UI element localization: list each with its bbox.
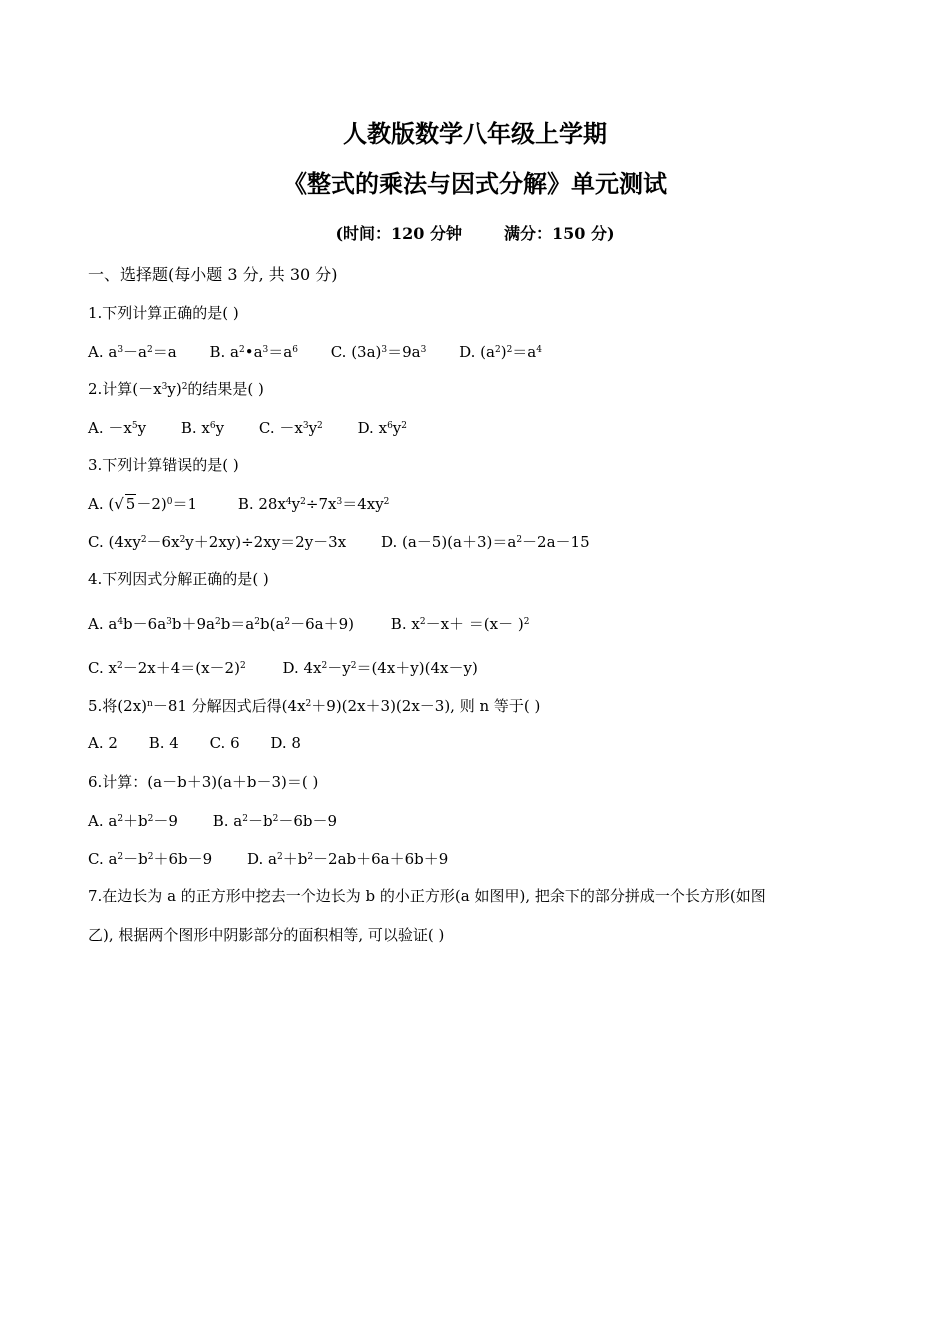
option-a: A. $a^4b-6a^3b+9a^2b=a^2b(a^2-6a+9)$ xyxy=(88,615,355,633)
question-4-stem: 4.下列因式分解正确的是( ) xyxy=(88,570,269,588)
question-3-options-row2 xyxy=(88,531,590,552)
option-d: D. $(a-5)(a+3)=a^2-2a-15$ xyxy=(380,533,590,551)
question-6-options-row2 xyxy=(88,848,448,869)
sqrt-icon: √ xyxy=(114,495,124,513)
question-6-stem: 6.计算：(a－b＋3)(a＋b－3)＝( ) xyxy=(88,773,319,791)
section-heading: 一、选择题(每小题 3 分, 共 30 分) xyxy=(88,265,338,284)
question-7-stem-line1: 7.在边长为 a 的正方形中挖去一个边长为 b 的小正方形(a 如图甲), 把余下的部分拼成一个长方形(如图 xyxy=(88,887,766,905)
option-a: A. $-x^5y$ xyxy=(88,419,147,437)
question-3-options-row1 xyxy=(88,493,389,514)
option-a: A. $a^3-a^2=a$ xyxy=(88,343,177,361)
question-2-stem: 2.计算$(-x^3y)^2$的结果是( ) xyxy=(88,380,264,398)
option-d: D. $4x^2-y^2=(4x+y)(4x-y)$ xyxy=(282,659,478,677)
option-c: C. $(4xy^2-6x^2y+2xy)\div 2xy=2y-3x$ xyxy=(88,533,347,551)
option-a: A. 2 xyxy=(88,734,118,752)
question-5-options xyxy=(88,734,301,752)
document-title: 人教版数学八年级上学期 xyxy=(343,120,607,148)
option-d: D. $x^6y^2$ xyxy=(357,419,408,437)
option-b: B. 4 xyxy=(148,734,179,752)
question-4-options-row2 xyxy=(88,657,478,678)
question-1-stem: 1.下列计算正确的是( ) xyxy=(88,304,239,322)
question-6-options-row1 xyxy=(88,810,337,831)
question-5-stem: 5.将$(2x)^n-81$ 分解因式后得$(4x^2+9)(2x+3)(2x-3)$, 则 n 等于( ) xyxy=(88,697,541,715)
option-d: D. $(a^2)^2=a^4$ xyxy=(459,343,542,361)
option-d: D. $a^2+b^2-2ab+6a+6b+9$ xyxy=(246,850,449,868)
option-c: C. 6 xyxy=(209,734,240,752)
option-c: C. $a^2-b^2+6b-9$ xyxy=(88,850,213,868)
option-b: B. $a^2•a^3=a^6$ xyxy=(209,343,298,361)
question-4-options-row1 xyxy=(88,613,529,634)
option-d: D. 8 xyxy=(270,734,301,752)
option-c: C. $x^2-2x+4=(x-2)^2$ xyxy=(88,659,246,677)
option-b: B. $28x^4y^2\div 7x^3=4xy^2$ xyxy=(237,495,390,513)
question-1-options xyxy=(88,341,542,362)
exam-meta xyxy=(0,221,950,244)
total-score: 满分：150 分) xyxy=(504,224,615,243)
option-c: C. $(3a)^3=9a^3$ xyxy=(330,343,427,361)
option-b: B. $a^2-b^2-6b-9$ xyxy=(212,812,338,830)
option-b: B. $x^2-x+ =(x- )^2$ xyxy=(390,615,530,633)
option-b: B. $x^6y$ xyxy=(180,419,225,437)
question-3-stem: 3.下列计算错误的是( ) xyxy=(88,456,239,474)
time-limit: (时间：120 分钟 xyxy=(335,224,462,243)
option-a: A. $a^2+b^2-9$ xyxy=(88,812,178,830)
option-c: C. $-x^3y^2$ xyxy=(258,419,323,437)
document-subtitle: 《整式的乘法与因式分解》单元测试 xyxy=(283,170,667,198)
question-7-stem-line2: 乙), 根据两个图形中阴影部分的面积相等, 可以验证( ) xyxy=(88,926,445,944)
question-2-options xyxy=(88,417,407,438)
option-a: A. (√ 5－2)$^0$＝1 xyxy=(88,495,198,513)
